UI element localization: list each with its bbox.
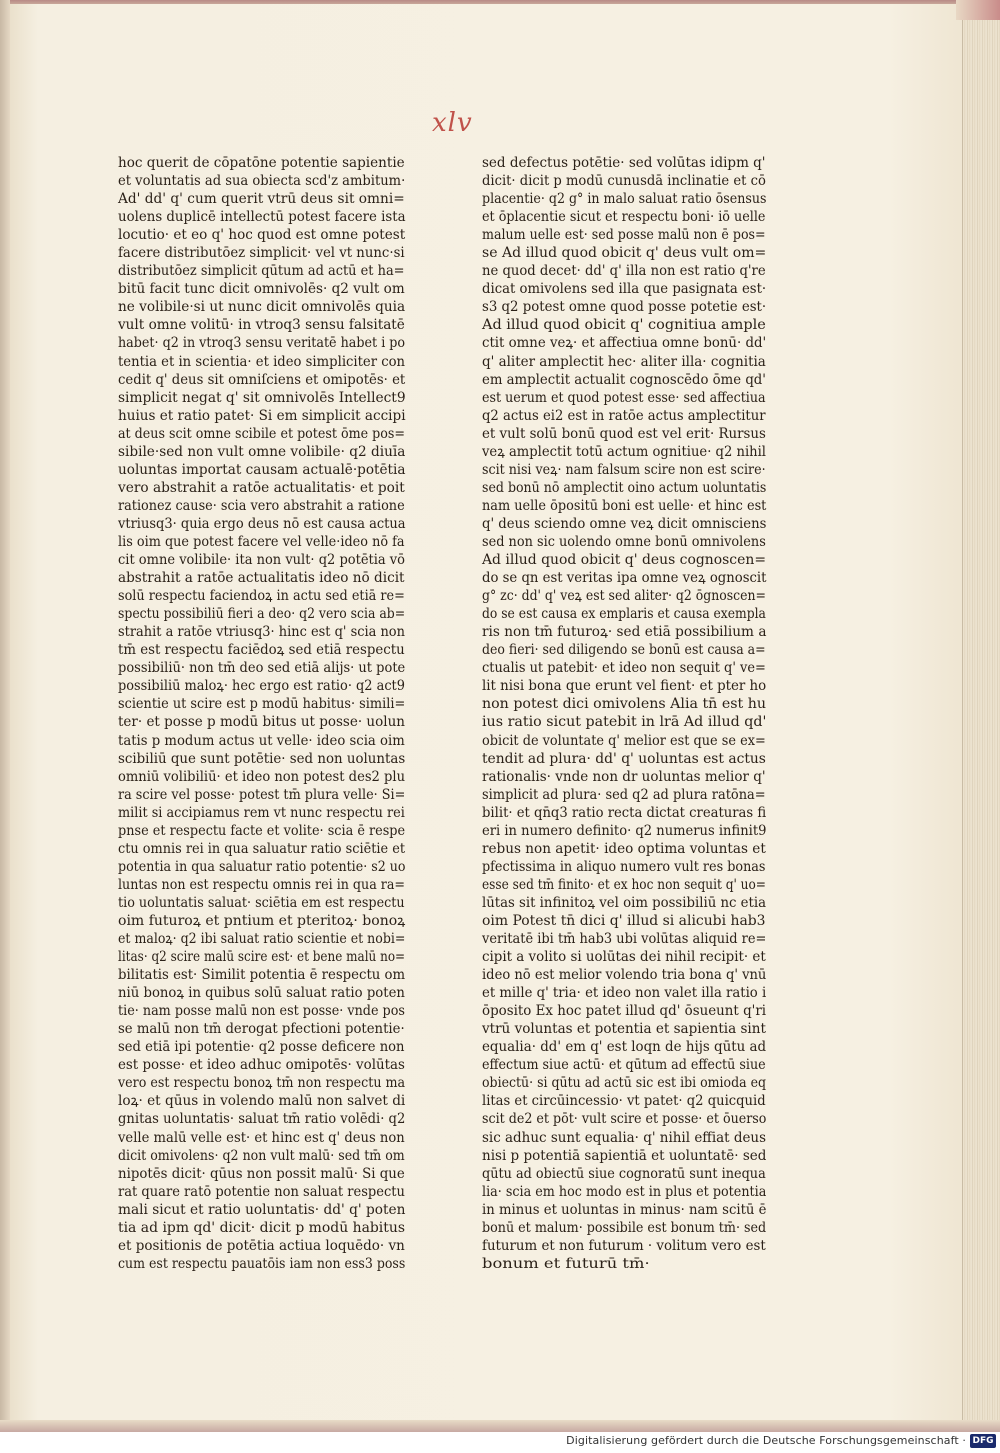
text-line: non potest dici omivolens Alia tn̄ est hu [482, 696, 767, 713]
text-line: oim Potest tn̄ dici q' illud si alicubi hab3 [482, 912, 766, 929]
text-line: huius et ratio patet· Si em simplicit accipi [118, 407, 406, 424]
text-line: est uerum et quod potest esse· sed affectiua [482, 389, 766, 406]
text-line: bonū et malum· possibile est bonum tm̄· sed [482, 1219, 767, 1236]
text-line: malum uelle est· sed posse malū non ē pos= [482, 227, 766, 244]
text-line: ōposito Ex hoc patet illud qd' ōsueunt q'ri [482, 1003, 767, 1020]
book-cover-left [0, 0, 10, 1432]
text-line: q' aliter amplectit hec· aliter illa· cognitia [482, 353, 766, 370]
text-line: veꝝ amplectit totū actum ognitiue· q2 nihil [482, 443, 767, 460]
cover-corner [956, 0, 1000, 20]
text-line: pfectissima in aliquo numero vult res bonas [482, 858, 766, 875]
text-line: q2 actus ei2 est in ratōe actus amplectitur [482, 407, 766, 424]
funding-credit: Digitalisierung gefördert durch die Deutsche Forschungsgemeinschaft · [566, 1434, 966, 1447]
folio-number: xlv [432, 108, 473, 138]
text-line: hoc querit de cōpatōne potentie sapientie [118, 155, 405, 171]
text-line: et vult solū bonū quod est vel erit· Rursus [482, 425, 766, 442]
text-line: ideo nō est melior volendo tria bona q' vnū [482, 967, 767, 984]
text-line: mali sicut et ratio uoluntatis· dd' q' poten [118, 1201, 406, 1218]
text-line: uoluntas importat causam actualē·potētia [118, 461, 406, 478]
text-line: spectu possibiliū fieri a deo· q2 vero scia ab= [118, 606, 406, 623]
text-line: pnse et respectu facte et volite· scia ē respe [118, 822, 406, 839]
text-line: deo fieri· sed diligendo se bonū est causa a= [482, 642, 766, 659]
text-line: cit omne volibile· ita non vult· q2 potētia vō [118, 552, 405, 569]
text-line: dicat omivolens sed illa que pasignata est· [482, 281, 767, 298]
text-line: equalia· dd' em q' est loqn de hijs qūtu ad [482, 1039, 767, 1056]
text-line: et maloꝝ· q2 ibi saluat ratio scientie et nobi= [118, 931, 406, 948]
text-line: ctit omne veꝝ· et affectiua omne bonū· dd' [482, 335, 767, 352]
text-line: scit de2 et pōt· vult scire et posse· et ōuerso [482, 1111, 767, 1128]
text-line: lis oim que potest facere vel velle·ideo nō fa [118, 533, 405, 550]
text-line: possibiliū· non tm̄ deo sed etiā alijs· ut pote [118, 660, 406, 677]
text-line: strahit a ratōe vtriusq3· hinc est q' scia non [118, 624, 405, 641]
text-line: oim futuroꝝ et pntium et pteritoꝝ· bonoꝝ [118, 912, 406, 929]
text-line: dicit omivolens· q2 non vult malū· sed tm̄ om [118, 1147, 405, 1164]
text-line: ne quod decet· dd' q' illa non est ratio q're [482, 263, 766, 280]
text-line: bilit· et qn̄q3 ratio recta dictat creaturas fi [482, 804, 767, 821]
text-line: vero abstrahit a ratōe actualitatis· et poit [118, 479, 405, 496]
text-line: do se est causa ex emplaris et causa exempla [482, 606, 766, 623]
text-line: tentia et in scientia· et ideo simpliciter con [118, 353, 406, 370]
text-line: q' deus sciendo omne veꝝ dicit omnisciens [482, 515, 767, 532]
text-line: do se qn est veritas ipa omne veꝝ ognoscit [482, 570, 767, 587]
text-line: obicit de voluntate q' melior est que se ex= [482, 732, 766, 749]
text-line: tie· nam posse malū non est posse· vnde pos [118, 1003, 405, 1020]
text-line: veritatē ibi tm̄ hab3 ubi volūtas aliquid re= [482, 931, 767, 948]
text-line: s3 q2 potest omne quod posse potetie est· [482, 299, 767, 316]
text-line: rationez cause· scia vero abstrahit a ratione [118, 497, 405, 514]
text-line: esse sed tm̄ finito· et ex hoc non sequit q' uo= [482, 876, 766, 893]
text-line: Ad' dd' q' cum querit vtrū deus sit omni= [118, 191, 405, 208]
text-line: cipit a volito si uolūtas dei nihil recipit· et [482, 949, 766, 966]
text-line: ius ratio sicut patebit in lrā Ad illud qd' [482, 714, 767, 731]
text-line: abstrahit a ratōe actualitatis ideo nō dicit [118, 570, 405, 587]
text-line: simplicit negat q' sit omnivolēs Intellect9 [118, 389, 406, 406]
text-line: vult omne volitū· in vtroq3 sensu falsitatē [118, 317, 405, 334]
text-line: eri in numero definito· q2 numerus infinit9 [482, 822, 767, 839]
text-line: cum est respectu pauatōis iam non ess3 poss [118, 1255, 406, 1272]
text-line: obiectū· si qūtu ad actū sic est ibi omioda eq [482, 1075, 767, 1092]
text-line: scibiliū que sunt potētie· sed non uoluntas [118, 750, 406, 767]
text-line: solū respectu faciendoꝝ in actu sed etiā re= [118, 588, 405, 605]
text-line: lūtas sit infinitoꝝ vel oim possibiliū nc etia [482, 894, 766, 911]
text-line: bilitatis est· Similit potentia ē respectu om [118, 967, 406, 984]
text-line: gnitas uoluntatis· saluat tm̄ ratio volēdi· q2 [118, 1111, 406, 1128]
text-line: nam uelle ōpositū boni est uelle· et hinc est [482, 497, 767, 514]
text-line: niū bonoꝝ in quibus solū saluat ratio poten [118, 985, 405, 1002]
text-line: lia· scia em hoc modo est in plus et potentia [482, 1183, 767, 1200]
text-line: simplicit ad plura· sed q2 ad plura ratōna= [482, 786, 766, 803]
text-line: distributōez simplicit qūtum ad actū et ha= [118, 263, 405, 280]
text-line: potentia in qua saluatur ratio potentie· s2 uo [118, 858, 406, 875]
text-line: sed etiā ipi potentie· q2 posse deficere non [118, 1039, 405, 1056]
book-bottom-edge [0, 1420, 1000, 1432]
text-line: effectum siue actū· et qūtum ad effectū siue [482, 1057, 766, 1074]
text-line: ne volibile·si ut nunc dicit omnivolēs quia [118, 299, 406, 316]
text-line: lit nisi bona que erunt vel fient· et pter ho [482, 678, 767, 695]
text-line: qūtu ad obiectū siue cognoratū sunt inequa [482, 1165, 766, 1182]
text-line: facere distributōez simplicit· vel vt nunc·si [118, 245, 405, 262]
text-line: tio uoluntatis saluat· sciētia em est respectu [118, 894, 405, 911]
text-line: Ad illud quod obicit q' deus cognoscen= [482, 552, 767, 569]
text-line: scit nisi veꝝ· nam falsum scire non est scire· [482, 461, 766, 478]
text-line: in minus et uoluntas in minus· nam scitū ē [482, 1201, 767, 1218]
text-line: ctualis ut patebit· et ideo non sequit q' ve= [482, 660, 766, 677]
text-line: et positionis de potētia actiua loquēdo· vn [118, 1237, 405, 1254]
text-line: se Ad illud quod obicit q' deus vult om= [482, 245, 767, 262]
text-line: Ad illud quod obicit q' cognitiua ample [482, 317, 766, 334]
page-edges [962, 18, 1000, 1432]
dfg-logo: DFG [970, 1434, 996, 1448]
text-line: sed non sic uolendo omne bonū omnivolens [482, 533, 766, 550]
text-line: locutio· et eo q' hoc quod est omne potest [118, 227, 406, 244]
text-line: et mille q' tria· et ideo non valet illa ratio i [482, 985, 767, 1002]
text-line: rebus non apetit· ideo optima voluntas et [482, 840, 766, 857]
text-line: tendit ad plura· dd' q' uoluntas est actus [482, 750, 766, 767]
text-line: litas· q2 scire malū scire est· et bene malū no= [118, 949, 406, 966]
text-line: habet· q2 in vtroq3 sensu veritatē habet i po [118, 335, 406, 352]
text-line: ris non tm̄ futuroꝝ· sed etiā possibilium a [482, 624, 767, 641]
text-line: vtrū voluntas et potentia et sapientia sint [482, 1021, 766, 1038]
text-line: ra scire vel posse· potest tm̄ plura velle· Si= [118, 786, 406, 803]
text-line: cedit q' deus sit omniſciens et omipotēs· et [118, 371, 406, 388]
text-line: vero est respectu bonoꝝ tm̄ non respectu ma [118, 1075, 406, 1092]
text-line: milit si accipiamus rem vt nunc respectu rei [118, 804, 405, 821]
text-line: scientie ut scire est p modū habitus· simili= [118, 696, 406, 713]
text-line: tm̄ est respectu faciēdoꝝ sed etiā respectu [118, 642, 405, 659]
text-line: tia ad ipm qd' dicit· dicit p modū habitus [118, 1219, 405, 1236]
text-line: dicit· dicit p modū cunusdā inclinatie et cō [482, 173, 766, 190]
text-line: nipotēs dicit· qūus non possit malū· Si que [118, 1165, 405, 1182]
text-line: tatis p modum actus ut velle· ideo scia oim [118, 732, 405, 749]
text-line: omniū volibiliū· et ideo non potest des2 plu [118, 768, 406, 785]
text-line: nisi p potentiā sapientiā et uoluntatē· sed [482, 1147, 767, 1164]
text-line: placentie· q2 g° in malo saluat ratio ōsensus [482, 191, 767, 208]
text-line: g° zc· dd' q' veꝝ est sed aliter· q2 ōgnoscen= [482, 588, 766, 605]
text-line: em amplectit actualit cognoscēdo ōme qd' [482, 371, 766, 388]
text-line: litas et circūincessio· vt patet· q2 quicquid [482, 1093, 766, 1110]
text-line: sed defectus potētie· sed volūtas idipm q' [482, 155, 766, 171]
text-line: sibile·sed non vult omne volibile· q2 diuīa [118, 443, 406, 460]
text-line: uolens duplicē intellectū potest facere ista [118, 209, 406, 226]
text-line: est posse· et ideo adhuc omipotēs· volūtas [118, 1057, 405, 1074]
text-line: ctu omnis rei in qua saluatur ratio sciētie et [118, 840, 406, 857]
text-line: rationalis· vnde non dr uoluntas melior q' [482, 768, 766, 785]
text-line: ter· et posse p modū bitus ut posse· uolun [118, 714, 405, 731]
text-line: vtriusq3· quia ergo deus nō est causa actua [118, 515, 406, 532]
text-line: futurum et non futurum · volitum vero est [482, 1237, 766, 1254]
text-line: luntas non est respectu omnis rei in qua ra= [118, 876, 406, 893]
text-line: sed bonū nō amplectit oino actum uoluntatis [482, 479, 767, 496]
text-line: at deus scit omne scibile et potest ōme pos= [118, 425, 406, 442]
text-line: rat quare ratō potentie non saluat respectu [118, 1183, 405, 1200]
text-line: velle malū velle est· et hinc est q' deus non [118, 1129, 405, 1146]
text-line: possibiliū maloꝝ· hec ergo est ratio· q2 act9 [118, 678, 405, 695]
text-line: bitū facit tunc dicit omnivolēs· q2 vult om [118, 281, 405, 298]
text-column-left [118, 154, 443, 1273]
text-line: et ōplacentie sicut et respectu boni· iō uelle [482, 209, 766, 226]
text-column-right [482, 154, 800, 1273]
text-line: bonum et futurū tm̄· [482, 1255, 650, 1272]
text-line: sic adhuc sunt equalia· q' nihil effiat deus [482, 1129, 767, 1146]
text-line: se malū non tm̄ derogat pfectioni potentie· [118, 1021, 405, 1038]
text-line: et voluntatis ad sua obiecta scd'z ambitum· [118, 173, 406, 190]
text-line: loꝝ· et qūus in volendo malū non salvet di [118, 1093, 406, 1110]
